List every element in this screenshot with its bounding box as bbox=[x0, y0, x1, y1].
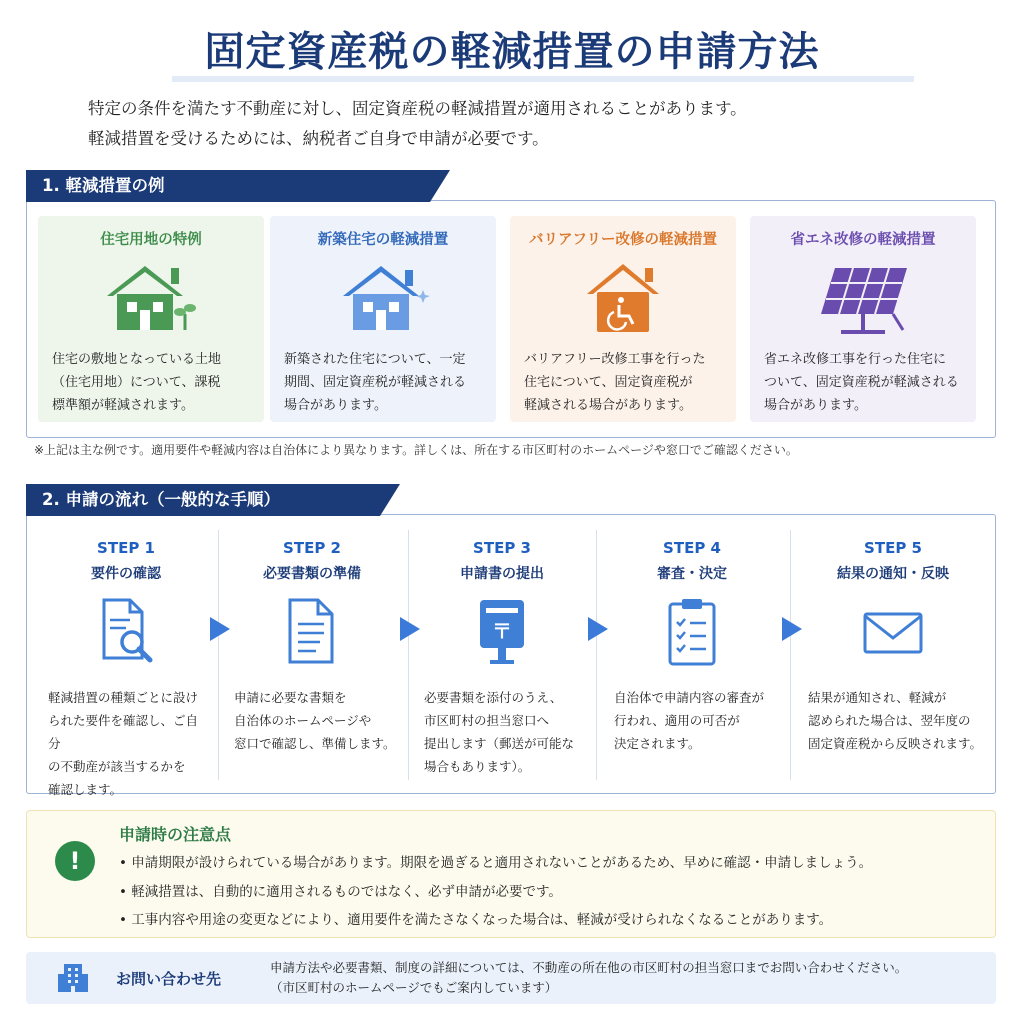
step-name: 必要書類の準備 bbox=[263, 566, 361, 582]
card-description bbox=[764, 348, 968, 417]
desc-line: 自治体のホームページや bbox=[234, 713, 372, 728]
intro-text bbox=[88, 94, 747, 154]
caution-item: • 工事内容や用途の変更などにより、適用要件を満たさなくなった場合は、軽減が受けられなくなることがあります。 bbox=[119, 912, 833, 928]
step-description bbox=[614, 686, 776, 755]
new-house-icon bbox=[333, 260, 433, 336]
section1-heading: 1. 軽減措置の例 bbox=[26, 170, 430, 202]
caution-title: 申請時の注意点 bbox=[119, 825, 232, 844]
desc-line: 決定されます。 bbox=[614, 736, 701, 751]
envelope-icon bbox=[857, 596, 929, 668]
desc-line: 場合があります。 bbox=[284, 398, 387, 413]
contact-box bbox=[26, 952, 996, 1004]
card-description bbox=[524, 348, 728, 417]
desc-line: 結果が通知され、軽減が bbox=[808, 690, 947, 705]
card-energy-saving bbox=[750, 216, 976, 422]
desc-line: 申請に必要な書類を bbox=[234, 690, 347, 705]
desc-line: 必要書類を添付のうえ、 bbox=[424, 690, 563, 705]
intro-line: 軽減措置を受けるためには、納税者ご自身で申請が必要です。 bbox=[88, 129, 549, 148]
desc-line: 提出します（郵送が可能な bbox=[424, 736, 575, 751]
card-title: 新築住宅の軽減措置 bbox=[317, 232, 449, 248]
step-4 bbox=[604, 530, 780, 780]
card-title: 省エネ改修の軽減措置 bbox=[790, 232, 936, 248]
desc-line: 自治体で申請内容の審査が bbox=[614, 690, 765, 705]
step-3 bbox=[414, 530, 590, 780]
title-underline bbox=[172, 76, 914, 82]
card-description bbox=[52, 348, 256, 417]
document-icon bbox=[276, 596, 348, 668]
contact-text bbox=[270, 958, 907, 998]
desc-line: 場合があります。 bbox=[764, 398, 867, 413]
card-residential-land bbox=[38, 216, 264, 422]
page-title: 固定資産税の軽減措置の申請方法 bbox=[204, 28, 820, 75]
step-number: STEP 5 bbox=[864, 539, 922, 557]
step-name: 要件の確認 bbox=[91, 566, 161, 582]
step-divider bbox=[790, 530, 791, 780]
card-title: 住宅用地の特例 bbox=[100, 232, 202, 248]
step-divider bbox=[596, 530, 597, 780]
step-name: 申請書の提出 bbox=[460, 566, 544, 582]
desc-line: 認められた場合は、翌年度の bbox=[808, 713, 971, 728]
desc-line: 新築された住宅について、一定 bbox=[284, 352, 466, 367]
step-number: STEP 4 bbox=[663, 539, 721, 557]
desc-line: 固定資産税から反映されます。 bbox=[808, 736, 983, 751]
step-divider bbox=[218, 530, 219, 780]
house-plant-icon bbox=[101, 260, 201, 336]
document-search-icon bbox=[90, 596, 162, 668]
step-2 bbox=[224, 530, 400, 780]
card-barrier-free bbox=[510, 216, 736, 422]
desc-line: 住宅について、固定資産税が bbox=[524, 375, 693, 390]
building-icon bbox=[58, 962, 88, 994]
wheelchair-house-icon bbox=[573, 260, 673, 336]
section2-heading: 2. 申請の流れ（一般的な手順） bbox=[26, 484, 380, 516]
caution-box bbox=[26, 810, 996, 938]
desc-line: 軽減される場合があります。 bbox=[524, 398, 692, 413]
desc-line: 行われ、適用の可否が bbox=[614, 713, 740, 728]
step-description bbox=[808, 686, 984, 755]
contact-line: 申請方法や必要書類、制度の詳細については、不動産の所在他の市区町村の担当窓口までお問い合わせください。 bbox=[270, 960, 908, 975]
caution-list bbox=[119, 849, 872, 935]
desc-line: 省エネ改修工事を行った住宅に bbox=[764, 352, 947, 367]
desc-line: の不動産が該当するかを bbox=[48, 759, 186, 774]
desc-line: 場合もあります）。 bbox=[424, 759, 531, 774]
desc-line: 標準額が軽減されます。 bbox=[52, 398, 194, 413]
desc-line: 確認します。 bbox=[48, 782, 123, 797]
step-number: STEP 1 bbox=[97, 539, 155, 557]
desc-line: ついて、固定資産税が軽減される bbox=[764, 375, 959, 390]
step-description bbox=[48, 686, 210, 801]
step-description bbox=[424, 686, 586, 778]
checklist-icon bbox=[656, 596, 728, 668]
postbox-icon bbox=[466, 596, 538, 668]
desc-line: 期間、固定資産税が軽減される bbox=[284, 375, 467, 390]
desc-line: バリアフリー改修工事を行った bbox=[524, 352, 706, 367]
step-1 bbox=[38, 530, 214, 797]
step-5 bbox=[798, 530, 988, 780]
card-description bbox=[284, 348, 488, 417]
step-number: STEP 2 bbox=[283, 539, 341, 557]
desc-line: 市区町村の担当窓口へ bbox=[424, 713, 550, 728]
contact-line: （市区町村のホームページでもご案内しています） bbox=[270, 980, 558, 995]
desc-line: 住宅の敷地となっている土地 bbox=[52, 352, 222, 367]
intro-line: 特定の条件を満たす不動産に対し、固定資産税の軽減措置が適用されることがあります。 bbox=[88, 99, 747, 118]
caution-item: • 申請期限が設けられている場合があります。期限を過ぎると適用されないことがあるため、早めに確認・申請しましょう。 bbox=[119, 855, 873, 871]
caution-item: • 軽減措置は、自動的に適用されるものではなく、必ず申請が必要です。 bbox=[119, 883, 562, 900]
desc-line: 窓口で確認し、準備します。 bbox=[234, 736, 396, 751]
step-name: 結果の通知・反映 bbox=[837, 566, 949, 582]
desc-line: られた要件を確認し、ご自分 bbox=[48, 713, 199, 751]
solar-panel-icon bbox=[813, 260, 913, 336]
desc-line: （住宅用地）について、課税 bbox=[52, 375, 221, 390]
svg-text:〒: 〒 bbox=[492, 619, 512, 643]
step-name: 審査・決定 bbox=[657, 566, 727, 582]
section1-note: ※上記は主な例です。適用要件や軽減内容は自治体により異なります。詳しくは、所在する市区町村のホームページや窓口でご確認ください。 bbox=[34, 443, 798, 457]
exclamation-icon: ! bbox=[55, 841, 95, 881]
step-number: STEP 3 bbox=[473, 539, 531, 557]
desc-line: 軽減措置の種類ごとに設け bbox=[48, 690, 199, 705]
card-title: バリアフリー改修の軽減措置 bbox=[529, 232, 717, 248]
contact-label: お問い合わせ先 bbox=[116, 970, 222, 988]
card-new-house bbox=[270, 216, 496, 422]
step-description bbox=[234, 686, 396, 755]
step-divider bbox=[408, 530, 409, 780]
